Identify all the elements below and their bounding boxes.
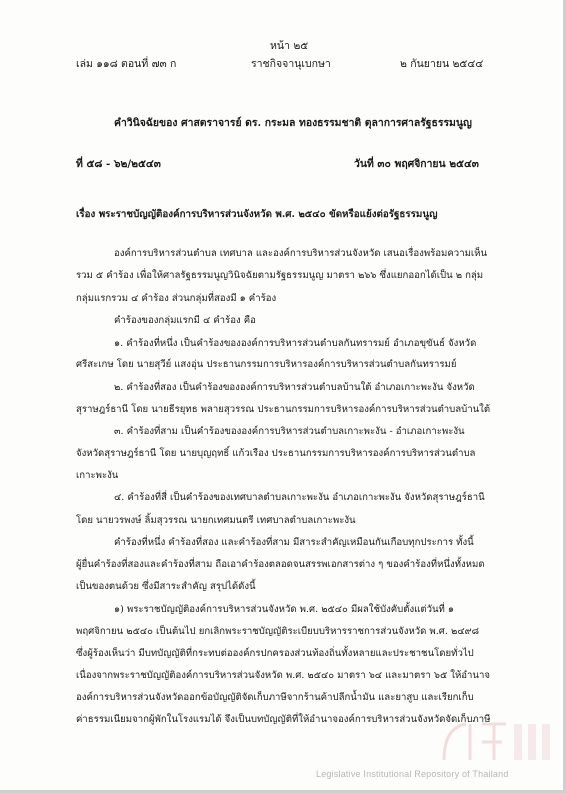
gazette-date: ๒ กันยายน ๒๕๔๔ <box>400 58 484 70</box>
body-line: กลุ่มแรกรวม ๔ คำร้อง ส่วนกลุ่มที่สองมี ๑ คำร้อง <box>76 293 277 304</box>
body-line: เกาะพะงัน <box>76 470 119 481</box>
page-number-label: หน้า ๒๕ <box>270 40 309 52</box>
subject-line: เรื่อง พระราชบัญญัติองค์การบริหารส่วนจังหวัด พ.ศ. ๒๕๔๐ ขัดหรือแย้งต่อรัฐธรรมนูญ <box>76 209 438 220</box>
body-line: ซึ่งผู้ร้องเห็นว่า มีบทบัญญัติที่กระทบต่อองค์กรปกครองส่วนท้องถิ่นทั้งหลายและประชาชนโดยทั่วไป <box>76 648 474 659</box>
body-line: ๑. คำร้องที่หนึ่ง เป็นคำร้องขององค์การบริหารส่วนตำบลกันทรารมย์ อำเภอขุขันธ์ จังหวัด <box>114 338 477 349</box>
gazette-volume: เล่ม ๑๑๘ ตอนที่ ๗๓ ก <box>76 58 177 70</box>
body-line: รวม ๕ คำร้อง เพื่อให้ศาลรัฐธรรมนูญวินิจฉัยตามรัฐธรรมนูญ มาตรา ๒๖๖ ซึ่งแยกออกได้เป็น ๒ กลุ่ม <box>76 270 484 281</box>
repository-logo-icon <box>436 712 566 772</box>
body-line: ผู้ยื่นคำร้องที่สองและคำร้องที่สาม ถือเอาคำร้องตลอดจนสรรพเอกสารต่าง ๆ ของคำร้องที่หนึ่งทั้งหมด <box>76 559 485 570</box>
body-line: องค์การบริหารส่วนตำบล เทศบาล และองค์การบริหารส่วนจังหวัด เสนอเรื่องพร้อมความเห็น <box>114 248 488 259</box>
body-line: ๒. คำร้องที่สอง เป็นคำร้องขององค์การบริหารส่วนตำบลบ้านใต้ อำเภอเกาะพะงัน จังหวัด <box>114 382 475 393</box>
body-line: องค์การบริหารส่วนจังหวัดออกข้อบัญญัติจัดเก็บภาษีจากร้านค้าปลีกน้ำมัน และยาสูบ และเรียกเก็บ <box>76 692 474 703</box>
gazette-name: ราชกิจจานุเบกษา <box>251 58 331 70</box>
body-line: ๑) พระราชบัญญัติองค์การบริหารส่วนจังหวัด พ.ศ. ๒๕๔๐ มีผลใช้บังคับตั้งแต่วันที่ ๑ <box>114 604 455 615</box>
body-line: พฤศจิกายน ๒๕๔๐ เป็นต้นไป ยกเลิกพระราชบัญญัติระเบียบบริหารราชการส่วนจังหวัด พ.ศ. ๒๔๙๘ <box>76 626 480 637</box>
body-line: ๓. คำร้องที่สาม เป็นคำร้องขององค์การบริหารส่วนตำบลเกาะพะงัน - อำเภอเกาะพะงัน <box>114 426 465 437</box>
body-line: สุราษฎร์ธานี โดย นายธีรยุทธ พลายสุวรรณ ประธานกรรมการบริหารองค์การบริหารส่วนตำบลบ้านใต้ <box>76 404 491 415</box>
body-line: ๔. คำร้องที่สี่ เป็นคำร้องของเทศบาลตำบลเกาะพะงัน อำเภอเกาะพะงัน จังหวัดสุราษฎร์ธานี <box>114 492 485 503</box>
body-line: จังหวัดสุราษฎร์ธานี โดย นายบุญฤทธิ์ แก้วเรือง ประธานกรรมการบริหารองค์การบริหารส่วนตำบล <box>76 448 476 459</box>
body-line: โดย นายวรพงษ์ ลิ้มสุวรรณ นายกเทศมนตรี เทศบาลตำบลเกาะพะงัน <box>76 515 356 526</box>
body-line: เนื่องจากพระราชบัญญัติองค์การบริหารส่วนจังหวัด พ.ศ. ๒๕๔๐ มาตรา ๖๔ และมาตรา ๖๕ ให้อำนาจ <box>76 670 490 681</box>
body-line: เป็นของตนด้วย ซึ่งมีสาระสำคัญ สรุปได้ดังนี้ <box>76 581 256 592</box>
case-number: ที่ ๕๘ - ๖๒/๒๕๔๓ <box>76 158 161 170</box>
decision-date: วันที่ ๓๐ พฤศจิกายน ๒๕๔๓ <box>354 158 479 170</box>
body-line: ค่าธรรมเนียมจากผู้พักในโรงแรมได้ จึงเป็นบทบัญญัติที่ให้อำนาจองค์การบริหารส่วนจังหวัดจัดเก็บภาษี <box>76 714 491 725</box>
body-line: ศรีสะเกษ โดย นายสุวีย์ แสงอุ่น ประธานกรรมการบริหารองค์การบริหารส่วนตำบลกันทรารมย์ <box>76 359 457 370</box>
decision-title: คำวินิจฉัยของ ศาสตราจารย์ ดร. กระมล ทองธรรมชาติ ตุลาการศาลรัฐธรรมนูญ <box>114 117 472 129</box>
body-line: คำร้องที่หนึ่ง คำร้องที่สอง และคำร้องที่สาม มีสาระสำคัญเหมือนกันเกือบทุกประการ ทั้งนี้ <box>114 537 474 548</box>
body-line: คำร้องของกลุ่มแรกมี ๔ คำร้อง คือ <box>114 315 256 326</box>
repository-watermark: Legislative Institutional Repository of Thailand <box>316 769 509 779</box>
